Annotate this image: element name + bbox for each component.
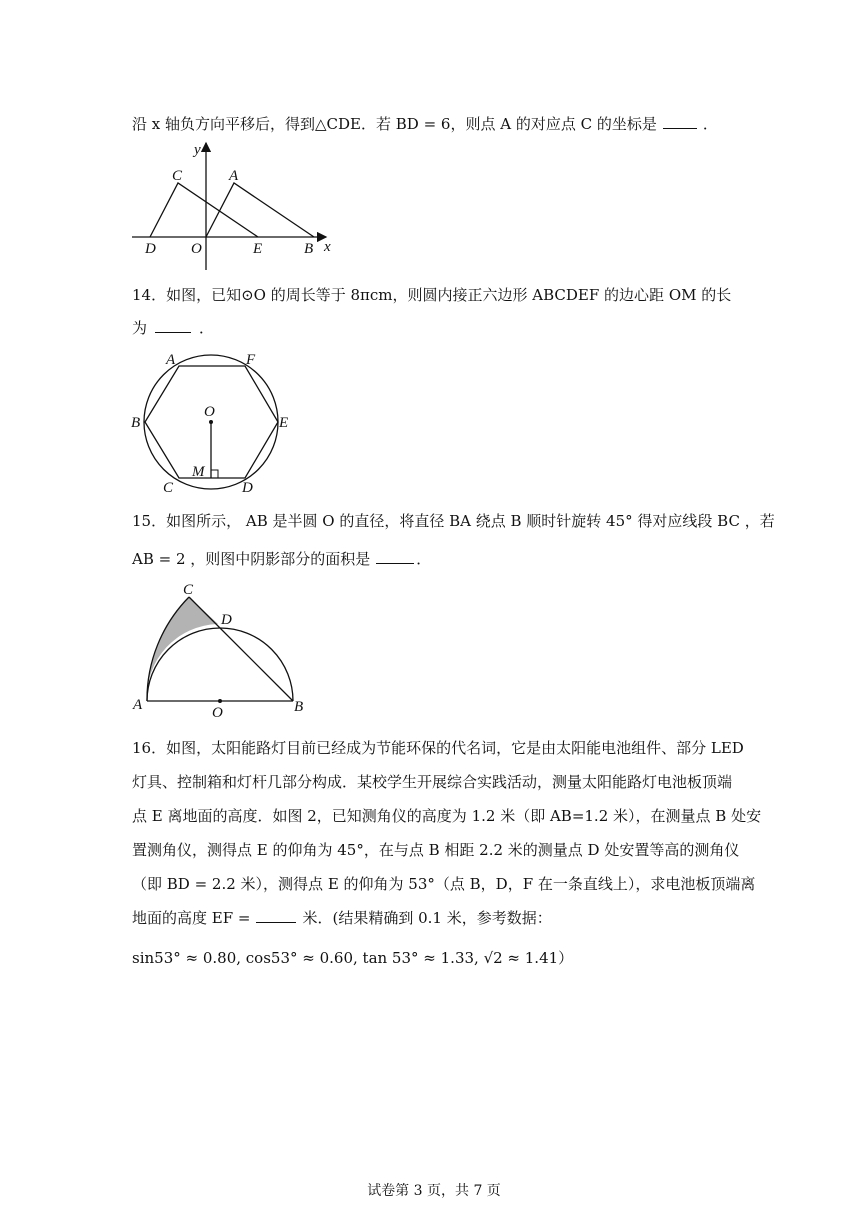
q16-text-pre: 地面的高度 EF = — [132, 909, 251, 927]
q14-text: 14．如图，已知⊙O 的周长等于 8πcm，则圆内接正六边形 ABCDEF 的边心距 OM 的长 — [132, 286, 732, 304]
q15-text-line2 — [132, 549, 431, 569]
label-x: x — [324, 239, 331, 255]
q16-text-line5 — [132, 874, 755, 894]
q14-end: ． — [199, 319, 215, 337]
label-M: M — [192, 464, 205, 480]
q14-answer-blank — [155, 318, 191, 333]
label-E: E — [253, 241, 263, 257]
label-D: D — [145, 241, 156, 257]
label-y: y — [194, 142, 201, 158]
label-B: B — [294, 699, 304, 715]
q16-text: 点 E 离地面的高度．如图 2，已知测角仪的高度为 1.2 米（即 AB=1.2 米），在测量点 B 处安 — [132, 807, 762, 825]
q15-figure — [128, 578, 313, 723]
q16-text-line4 — [132, 840, 739, 860]
q14-text-line2 — [132, 318, 214, 338]
q16-answer-blank — [256, 908, 296, 923]
q16-text: 16．如图，太阳能路灯目前已经成为节能环保的代名词，它是由太阳能电池组件、部分 LED — [132, 739, 744, 757]
label-A: A — [166, 352, 176, 368]
q16-reference-text: sin53° ≈ 0.80, cos53° ≈ 0.60, tan 53° ≈ 1.33, √2 ≈ 1.41） — [132, 949, 574, 967]
q15-text: 15．如图所示， AB 是半圆 O 的直径，将直径 BA 绕点 B 顺时针旋转 45° 得对应线段 BC ，若 — [132, 512, 775, 530]
q15-text-pre: AB = 2 ，则图中阴影部分的面积是 — [132, 550, 371, 568]
q14-text-pre: 为 — [132, 319, 148, 337]
shaded-region — [147, 597, 218, 701]
label-E: E — [279, 415, 289, 431]
point-O — [209, 420, 213, 424]
q16-text-line2 — [132, 772, 732, 792]
q16-text-post: 米．(结果精确到 0.1 米，参考数据： — [302, 909, 552, 927]
q14-text-line1 — [132, 285, 731, 305]
point-O — [218, 699, 222, 703]
q16-reference-data — [132, 948, 573, 968]
triangle-AOB — [206, 183, 314, 237]
q16-text: 灯具、控制箱和灯杆几部分构成．某校学生开展综合实践活动，测量太阳能路灯电池板顶端 — [132, 773, 733, 791]
triangle-CDE — [150, 183, 258, 237]
q13-end: ． — [702, 115, 718, 133]
label-O: O — [191, 241, 202, 257]
label-O: O — [204, 404, 215, 420]
q13-figure — [128, 138, 338, 273]
q16-text-line1 — [132, 738, 744, 758]
q15-answer-blank — [376, 549, 414, 564]
label-B: B — [304, 241, 314, 257]
q13-text: 沿 x 轴负方向平移后，得到△CDE．若 BD = 6，则点 A 的对应点 C 的坐标是 — [132, 115, 657, 133]
label-D: D — [221, 612, 232, 628]
label-C: C — [183, 582, 194, 598]
q16-text: 置测角仪，测得点 E 的仰角为 45°，在与点 B 相距 2.2 米的测量点 D 处安置等高的测角仪 — [132, 841, 740, 859]
q16-text-line6 — [132, 908, 552, 928]
page-footer: 试卷第 3 页，共 7 页 — [367, 1183, 501, 1199]
label-F: F — [246, 352, 256, 368]
right-angle-mark — [211, 470, 218, 478]
label-D: D — [242, 480, 253, 496]
q15-end: ． — [416, 550, 432, 568]
q16-text-line3 — [132, 806, 761, 826]
segment-BC — [189, 597, 293, 701]
q15-text-line1 — [132, 511, 775, 531]
label-C: C — [172, 168, 183, 184]
q13-text-line1 — [132, 114, 718, 134]
q16-text: （即 BD = 2.2 米），测得点 E 的仰角为 53°（点 B，D，F 在一条直线上），求电池板顶端离 — [132, 875, 756, 893]
q14-figure — [128, 345, 298, 495]
label-A: A — [133, 697, 143, 713]
label-C: C — [163, 480, 174, 496]
q13-answer-blank — [663, 114, 697, 129]
label-A: A — [229, 168, 239, 184]
label-B: B — [131, 415, 141, 431]
label-O: O — [212, 705, 223, 721]
